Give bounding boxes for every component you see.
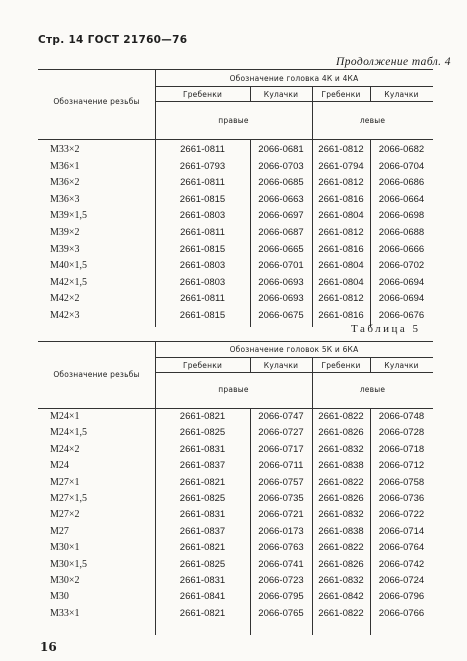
jaw-left-cell: 2066-0666	[378, 243, 425, 255]
comb-right-cell: 2661-0803	[179, 260, 226, 272]
jaws-header-right: Кулачки	[263, 90, 299, 99]
combs-header-right: Гребенки	[182, 361, 223, 370]
continuation-title: Продолжение табл. 4	[336, 56, 451, 68]
comb-left-cell: 2661-0812	[318, 177, 364, 189]
comb-left-cell: 2661-0832	[318, 443, 364, 455]
comb-right-cell: 2661-0803	[179, 276, 226, 288]
jaw-right-cell: 2066-0693	[258, 276, 304, 288]
comb-left-cell: 2661-0804	[318, 260, 364, 272]
jaw-right-cell: 2066-0757	[258, 476, 304, 488]
jaw-right-cell: 2066-0693	[258, 293, 304, 305]
jaw-right-cell: 2066-0711	[258, 460, 304, 472]
comb-right-cell: 2661-0837	[179, 460, 226, 472]
combs-header-left: Гребенки	[321, 361, 361, 370]
group-header: Обозначение головка 4К и 4КА	[229, 74, 359, 83]
thread-cell: М33×1	[50, 607, 80, 619]
comb-right-cell: 2661-0815	[179, 310, 226, 321]
comb-right-cell: 2661-0821	[179, 476, 226, 488]
comb-left-cell: 2661-0826	[318, 427, 364, 439]
comb-right-cell: 2661-0825	[179, 427, 226, 439]
jaw-right-cell: 2066-0703	[258, 160, 304, 172]
jaw-left-cell: 2066-0766	[378, 607, 425, 619]
comb-right-cell: 2661-0811	[180, 293, 225, 305]
page-number: 16	[40, 640, 57, 654]
jaw-left-cell: 2066-0736	[378, 493, 425, 504]
thread-cell: М39×3	[50, 243, 80, 255]
jaw-left-cell: 2066-0758	[378, 476, 425, 488]
jaw-right-cell: 2066-0727	[258, 427, 304, 439]
comb-left-cell: 2661-0822	[318, 607, 364, 619]
jaw-left-cell: 2066-0698	[378, 210, 425, 222]
table-5-caption: Таблица 5	[351, 323, 421, 335]
comb-left-cell: 2661-0816	[318, 243, 364, 255]
jaw-left-cell: 2066-0722	[378, 509, 425, 521]
jaw-right-cell: 2066-0717	[258, 443, 304, 455]
thread-header: Обозначение резьбы	[53, 97, 140, 106]
comb-right-cell: 2661-0811	[180, 227, 225, 238]
jaw-left-cell: 2066-0686	[378, 177, 425, 189]
jaw-left-cell: 2066-0704	[378, 160, 425, 172]
combs-header-right: Гребенки	[182, 90, 223, 99]
comb-right-cell: 2661-0821	[179, 542, 226, 554]
thread-cell: М30	[50, 591, 69, 603]
jaw-right-cell: 2066-0685	[258, 177, 304, 189]
comb-left-cell: 2661-0826	[318, 558, 364, 570]
left-hand-label: левые	[359, 116, 386, 125]
comb-right-cell: 2661-0825	[179, 558, 226, 570]
thread-cell: М39×1,5	[50, 210, 88, 222]
jaw-left-cell: 2066-0748	[378, 411, 425, 422]
jaw-right-cell: 2066-0741	[258, 558, 304, 570]
jaw-right-cell: 2066-0765	[258, 607, 304, 619]
left-hand-label: левые	[359, 385, 386, 394]
jaw-left-cell: 2066-0664	[378, 193, 425, 205]
thread-cell: М42×2	[50, 293, 80, 305]
jaws-header-right: Кулачки	[263, 361, 299, 370]
comb-right-cell: 2661-0831	[179, 575, 226, 586]
jaw-left-cell: 2066-0676	[378, 310, 425, 321]
thread-cell: М42×3	[50, 310, 80, 321]
group-header: Обозначение головок 5К и 6КА	[229, 345, 359, 354]
thread-cell: М27	[50, 525, 69, 537]
thread-cell: М36×3	[50, 193, 80, 205]
comb-left-cell: 2661-0832	[318, 509, 364, 521]
comb-left-cell: 2661-0832	[318, 575, 364, 586]
thread-cell: М30×1	[50, 542, 80, 554]
jaw-right-cell: 2066-0663	[258, 193, 304, 205]
thread-cell: М36×2	[50, 177, 80, 189]
jaw-left-cell: 2066-0742	[378, 558, 425, 570]
comb-right-cell: 2661-0815	[179, 193, 226, 205]
thread-cell: М33×2	[50, 144, 80, 155]
page-header: Стр. 14 ГОСТ 21760—76	[38, 34, 188, 46]
thread-cell: М24×2	[50, 443, 80, 455]
comb-left-cell: 2661-0816	[318, 310, 364, 321]
comb-left-cell: 2661-0812	[318, 227, 364, 238]
thread-cell: М30×2	[50, 575, 80, 586]
comb-right-cell: 2661-0825	[179, 493, 226, 504]
jaw-right-cell: 2066-0747	[258, 411, 304, 422]
comb-right-cell: 2661-0803	[179, 210, 226, 222]
jaw-right-cell: 2066-0701	[258, 260, 304, 272]
comb-right-cell: 2661-0811	[180, 144, 225, 155]
thread-cell: М24	[50, 460, 69, 472]
thread-cell: М42×1,5	[50, 276, 88, 288]
comb-left-cell: 2661-0822	[318, 476, 364, 488]
comb-left-cell: 2661-0822	[318, 411, 364, 422]
jaw-right-cell: 2066-0665	[258, 243, 304, 255]
jaw-left-cell: 2066-0688	[378, 227, 425, 238]
comb-left-cell: 2661-0794	[318, 160, 364, 172]
jaw-left-cell: 2066-0714	[378, 525, 425, 537]
jaw-left-cell: 2066-0702	[378, 260, 425, 272]
comb-left-cell: 2661-0816	[318, 193, 364, 205]
right-hand-label: правые	[218, 385, 249, 394]
thread-cell: М27×1	[50, 476, 80, 488]
jaw-right-cell: 2066-0681	[258, 144, 304, 155]
jaw-left-cell: 2066-0694	[378, 293, 425, 305]
comb-left-cell: 2661-0838	[318, 525, 364, 537]
jaw-left-cell: 2066-0728	[378, 427, 425, 439]
comb-left-cell: 2661-0822	[318, 542, 364, 554]
thread-cell: М30×1,5	[50, 558, 88, 570]
thread-cell: М27×2	[50, 509, 80, 521]
comb-right-cell: 2661-0815	[179, 243, 226, 255]
comb-right-cell: 2661-0837	[179, 525, 226, 537]
comb-right-cell: 2661-0841	[179, 591, 226, 603]
jaw-left-cell: 2066-0682	[378, 144, 425, 155]
jaw-left-cell: 2066-0724	[378, 575, 425, 586]
comb-left-cell: 2661-0826	[318, 493, 364, 504]
thread-cell: М36×1	[50, 160, 80, 172]
comb-right-cell: 2661-0821	[179, 411, 226, 422]
comb-left-cell: 2661-0812	[318, 293, 364, 305]
comb-right-cell: 2661-0831	[179, 443, 226, 455]
jaw-left-cell: 2066-0796	[378, 591, 425, 603]
comb-left-cell: 2661-0804	[318, 276, 364, 288]
jaw-right-cell: 2066-0735	[258, 493, 304, 504]
jaws-header-left: Кулачки	[384, 90, 419, 99]
jaw-right-cell: 2066-0173	[258, 525, 304, 537]
comb-right-cell: 2661-0793	[179, 160, 226, 172]
thread-cell: М40×1,5	[50, 260, 88, 272]
thread-header: Обозначение резьбы	[53, 370, 140, 379]
jaw-left-cell: 2066-0764	[378, 542, 425, 554]
comb-left-cell: 2661-0812	[318, 144, 364, 155]
right-hand-label: правые	[218, 116, 249, 125]
jaw-left-cell: 2066-0712	[378, 460, 425, 472]
jaw-right-cell: 2066-0687	[258, 227, 304, 238]
thread-cell: М39×2	[50, 227, 80, 238]
comb-left-cell: 2661-0804	[318, 210, 364, 222]
comb-right-cell: 2661-0821	[179, 607, 226, 619]
comb-left-cell: 2661-0842	[318, 591, 364, 603]
thread-cell: М27×1,5	[50, 493, 88, 504]
jaw-right-cell: 2066-0721	[258, 509, 304, 521]
comb-right-cell: 2661-0831	[179, 509, 226, 521]
jaw-right-cell: 2066-0697	[258, 210, 304, 222]
jaw-right-cell: 2066-0763	[258, 542, 304, 554]
jaw-right-cell: 2066-0723	[258, 575, 304, 586]
comb-right-cell: 2661-0811	[180, 177, 225, 189]
thread-cell: М24×1	[50, 411, 80, 422]
jaw-right-cell: 2066-0675	[258, 310, 304, 321]
jaw-left-cell: 2066-0694	[378, 276, 425, 288]
jaw-right-cell: 2066-0795	[258, 591, 304, 603]
jaw-left-cell: 2066-0718	[378, 443, 425, 455]
combs-header-left: Гребенки	[321, 90, 361, 99]
comb-left-cell: 2661-0838	[318, 460, 364, 472]
jaws-header-left: Кулачки	[384, 361, 419, 370]
thread-cell: М24×1,5	[50, 427, 88, 439]
